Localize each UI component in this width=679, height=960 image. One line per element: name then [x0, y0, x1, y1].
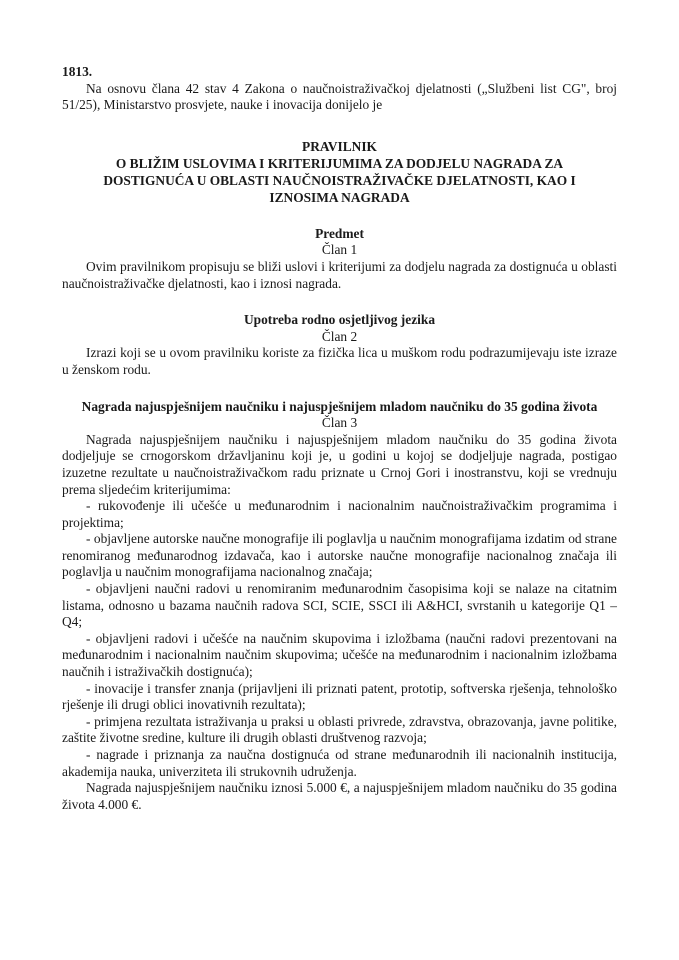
criteria-item: - objavljene autorske naučne monografije ili poglavlja u naučnim monografijama izdatim od strane renomiranog međunarodnog izdavača, kao i autorske naučne monografije nacionalnog značaja ili poglavlja u naučnim monografijama nacionalnog značaja; — [62, 531, 617, 580]
preamble: Na osnovu člana 42 stav 4 Zakona o naučnoistraživačkoj djelatnosti („Službeni list CG", broj 51/25), Ministarstvo prosvjete, nauke i inovacija donijelo je — [62, 80, 617, 113]
section-heading: Nagrada najuspješnijem naučniku i najuspješnijem mladom naučniku do 35 godina života — [81, 398, 598, 414]
article-label: Član 1 — [321, 242, 358, 258]
section-heading: Upotreba rodno osjetljivog jezika — [243, 312, 436, 328]
section-predmet — [62, 226, 617, 292]
document-number: 1813. — [62, 64, 93, 79]
article-text: Ovim pravilnikom propisuju se bliži uslovi i kriterijumi za dodjelu nagrada za dostignuća u oblasti naučnoistraživačke djelatnosti, kao i iznosi nagrada. — [62, 258, 617, 291]
section-award — [62, 399, 617, 814]
article-label: Član 2 — [321, 328, 358, 344]
criteria-item: - inovacije i transfer znanja (prijavljeni ili priznati patent, prototip, softverska rješenja, tehnološko rješenje ili drugi oblici inovativnih rezultata); — [62, 680, 617, 713]
title-line: PRAVILNIK — [302, 138, 377, 154]
criteria-item: - nagrade i priznanja za naučna dostignuća od strane međunarodnih ili nacionalnih institucija, akademija nauka, univerziteta ili strukovnih udruženja. — [62, 747, 617, 779]
title-line: O BLIŽIM USLOVIMA I KRITERIJUMIMA ZA DODJELU NAGRADA ZA — [115, 155, 564, 171]
article-text: Izrazi koji se u ovom pravilniku koriste za fizička lica u muškom rodu podrazumijevaju iste izraze u ženskom rodu. — [62, 345, 617, 377]
document-title — [62, 138, 617, 206]
article-text: Nagrada najuspješnijem naučniku i najuspješnijem mladom naučniku do 35 godina života dodjeljuje se crnogorskom državljaninu koji je, u godini u kojoj se dodjeljuje nagrada, postigao izuzetne rezultate u naučnoistraživačkom radu priznate u Crnoj Gori i inostranstvu, koji se vrednuju prema sljedećim kriterijumima: — [62, 431, 617, 497]
criteria-item: - rukovođenje ili učešće u međunarodnim i nacionalnim naučnoistraživačkim programima i projektima; — [62, 498, 617, 530]
section-gender-language — [62, 312, 617, 378]
criteria-item: - primjena rezultata istraživanja u praksi u oblasti privrede, zdravstva, obrazovanja, javne politike, zaštite životne sredine, kulture ili drugih oblasti društvenog razvoja; — [62, 713, 617, 746]
section-heading: Predmet — [315, 225, 364, 241]
article-label: Član 3 — [321, 415, 358, 431]
award-amounts: Nagrada najuspješnijem naučniku iznosi 5.000 €, a najuspješnijem mladom naučniku do 35 godina života 4.000 €. — [62, 780, 617, 812]
criteria-item: - objavljeni radovi i učešće na naučnim skupovima i izložbama (naučni radovi prezentovani na međunarodnim i nacionalnim naučnim skupovima; učešće na međunarodnim i nacionalnim izložbama naučnih i istraživačkih dostignuća); — [62, 630, 617, 680]
title-line: DOSTIGNUĆA U OBLASTI NAUČNOISTRAŽIVAČKE DJELATNOSTI, KAO I — [103, 172, 576, 188]
title-line: IZNOSIMA NAGRADA — [269, 189, 410, 205]
criteria-item: - objavljeni naučni radovi u renomiranim međunarodnim časopisima koji se nalaze na citatnim listama, odnosno u bazama naučnih radova SCI, SCIE, SSCI ili A&HCI, svrstanih u kategorije Q1 – Q4; — [62, 581, 617, 630]
